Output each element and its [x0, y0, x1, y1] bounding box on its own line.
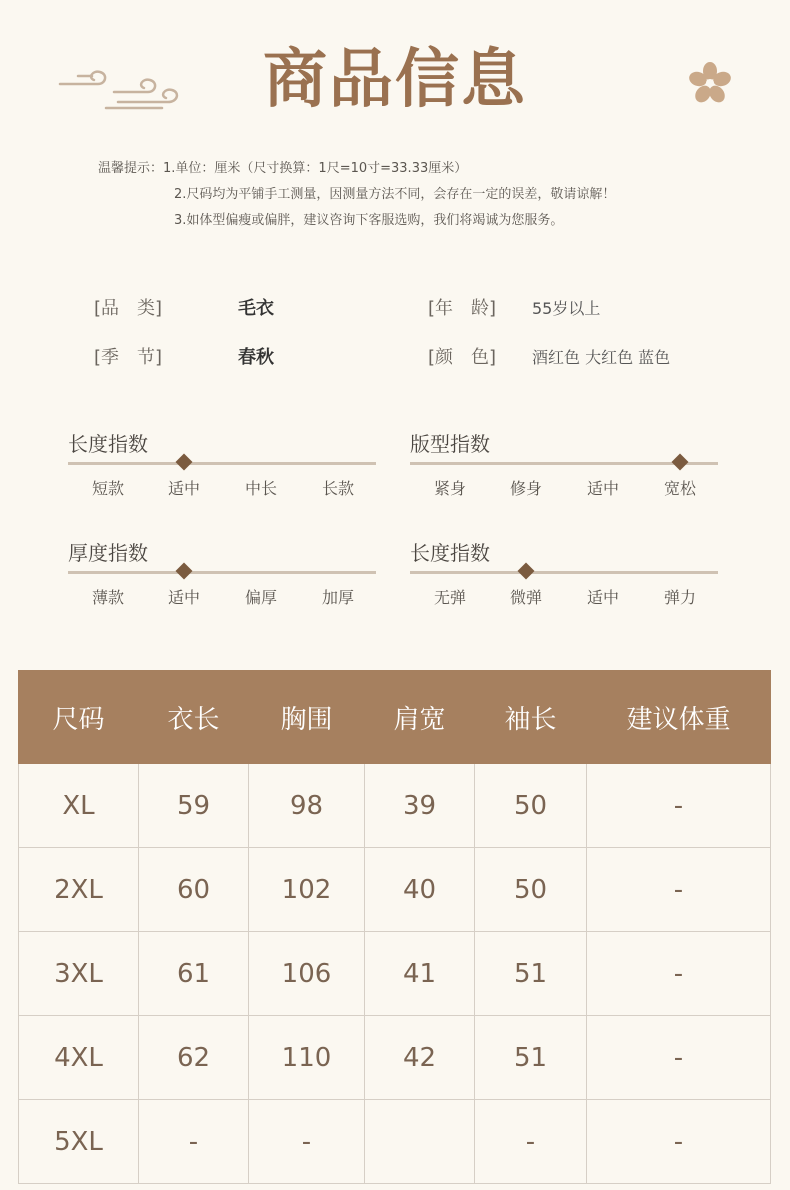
- table-cell: 59: [139, 764, 249, 848]
- scale-track: [410, 571, 718, 574]
- table-cell: 98: [249, 764, 365, 848]
- scale-option: 长款: [321, 479, 354, 498]
- table-cell: -: [249, 1100, 365, 1184]
- table-row: [19, 764, 771, 848]
- scale-label: 长度指数: [410, 541, 490, 565]
- header-shoulder: 肩宽: [365, 671, 475, 764]
- category-key: [品 类]: [94, 298, 163, 319]
- table-cell: -: [587, 1016, 771, 1100]
- table-cell: -: [475, 1100, 587, 1184]
- table-cell: -: [587, 764, 771, 848]
- scale-option: 加厚: [321, 588, 354, 607]
- scale-option: 无弹: [433, 588, 466, 607]
- header-sleeve: 袖长: [475, 671, 587, 764]
- page-title: 商品信息: [263, 42, 527, 117]
- scale-marker: [176, 454, 193, 471]
- table-cell: -: [587, 848, 771, 932]
- table-cell: 50: [475, 764, 587, 848]
- age-key: [年 龄]: [428, 298, 497, 319]
- scale-marker: [176, 563, 193, 580]
- header-length: 衣长: [139, 671, 249, 764]
- table-row: [19, 932, 771, 1016]
- table-cell: -: [587, 932, 771, 1016]
- scale-track: [68, 462, 376, 465]
- table-cell: -: [139, 1100, 249, 1184]
- scale-label: 长度指数: [68, 432, 148, 456]
- header-chest: 胸围: [249, 671, 365, 764]
- scale-option: 偏厚: [244, 588, 277, 607]
- table-cell: 102: [249, 848, 365, 932]
- scale-option: 适中: [586, 588, 619, 607]
- notes: [98, 156, 615, 234]
- scale-option: 短款: [91, 479, 124, 498]
- note-line-3: 3.如体型偏瘦或偏胖，建议咨询下客服选购，我们将竭诚为您服务。: [174, 213, 564, 228]
- note-line-1: 1.单位：厘米（尺寸换算：1尺=10寸=33.33厘米）: [163, 161, 468, 176]
- table-row: [19, 848, 771, 932]
- table-cell: 106: [249, 932, 365, 1016]
- table-header-row: [19, 671, 771, 764]
- scale-track: [68, 571, 376, 574]
- scale-option: 中长: [244, 479, 277, 498]
- season-value: 春秋: [238, 347, 274, 368]
- scale-option: 紧身: [433, 479, 466, 498]
- table-row: [19, 1100, 771, 1184]
- scale-option: 适中: [167, 588, 200, 607]
- table-cell: -: [587, 1100, 771, 1184]
- note-line-2: 2.尺码均为平铺手工测量，因测量方法不同，会存在一定的误差，敬请谅解！: [174, 187, 616, 202]
- color-key: [颜 色]: [428, 347, 497, 368]
- scale-option: 宽松: [663, 479, 696, 498]
- scale-option: 微弹: [509, 588, 542, 607]
- table-cell: 3XL: [19, 932, 139, 1016]
- table-cell: 51: [475, 932, 587, 1016]
- color-value: 酒红色 大红色 蓝色: [532, 348, 671, 367]
- header-size: 尺码: [19, 671, 139, 764]
- table-cell: 42: [365, 1016, 475, 1100]
- category-value: 毛衣: [238, 298, 274, 319]
- table-cell: 41: [365, 932, 475, 1016]
- size-table: [18, 670, 770, 1184]
- scale-label: 厚度指数: [68, 541, 148, 565]
- table-cell: 50: [475, 848, 587, 932]
- scale-marker: [518, 563, 535, 580]
- scale-option: 薄款: [91, 588, 124, 607]
- table-cell: 61: [139, 932, 249, 1016]
- table-cell: 40: [365, 848, 475, 932]
- table-cell: 5XL: [19, 1100, 139, 1184]
- table-cell: 110: [249, 1016, 365, 1100]
- scale-option: 适中: [167, 479, 200, 498]
- header-weight: 建议体重: [587, 671, 771, 764]
- scale-option: 修身: [509, 479, 542, 498]
- table-cell: 51: [475, 1016, 587, 1100]
- age-value: 55岁以上: [532, 299, 601, 318]
- table-cell: [365, 1100, 475, 1184]
- table-cell: XL: [19, 764, 139, 848]
- scale-marker: [672, 454, 689, 471]
- notes-prefix: 温馨提示：: [98, 161, 164, 176]
- table-cell: 60: [139, 848, 249, 932]
- season-key: [季 节]: [94, 347, 163, 368]
- table-cell: 4XL: [19, 1016, 139, 1100]
- scale-option: 弹力: [663, 588, 696, 607]
- table-row: [19, 1016, 771, 1100]
- table-cell: 2XL: [19, 848, 139, 932]
- table-cell: 39: [365, 764, 475, 848]
- table-cell: 62: [139, 1016, 249, 1100]
- cherry-blossom-icon: [688, 62, 732, 104]
- scale-label: 版型指数: [410, 432, 490, 456]
- scale-option: 适中: [586, 479, 619, 498]
